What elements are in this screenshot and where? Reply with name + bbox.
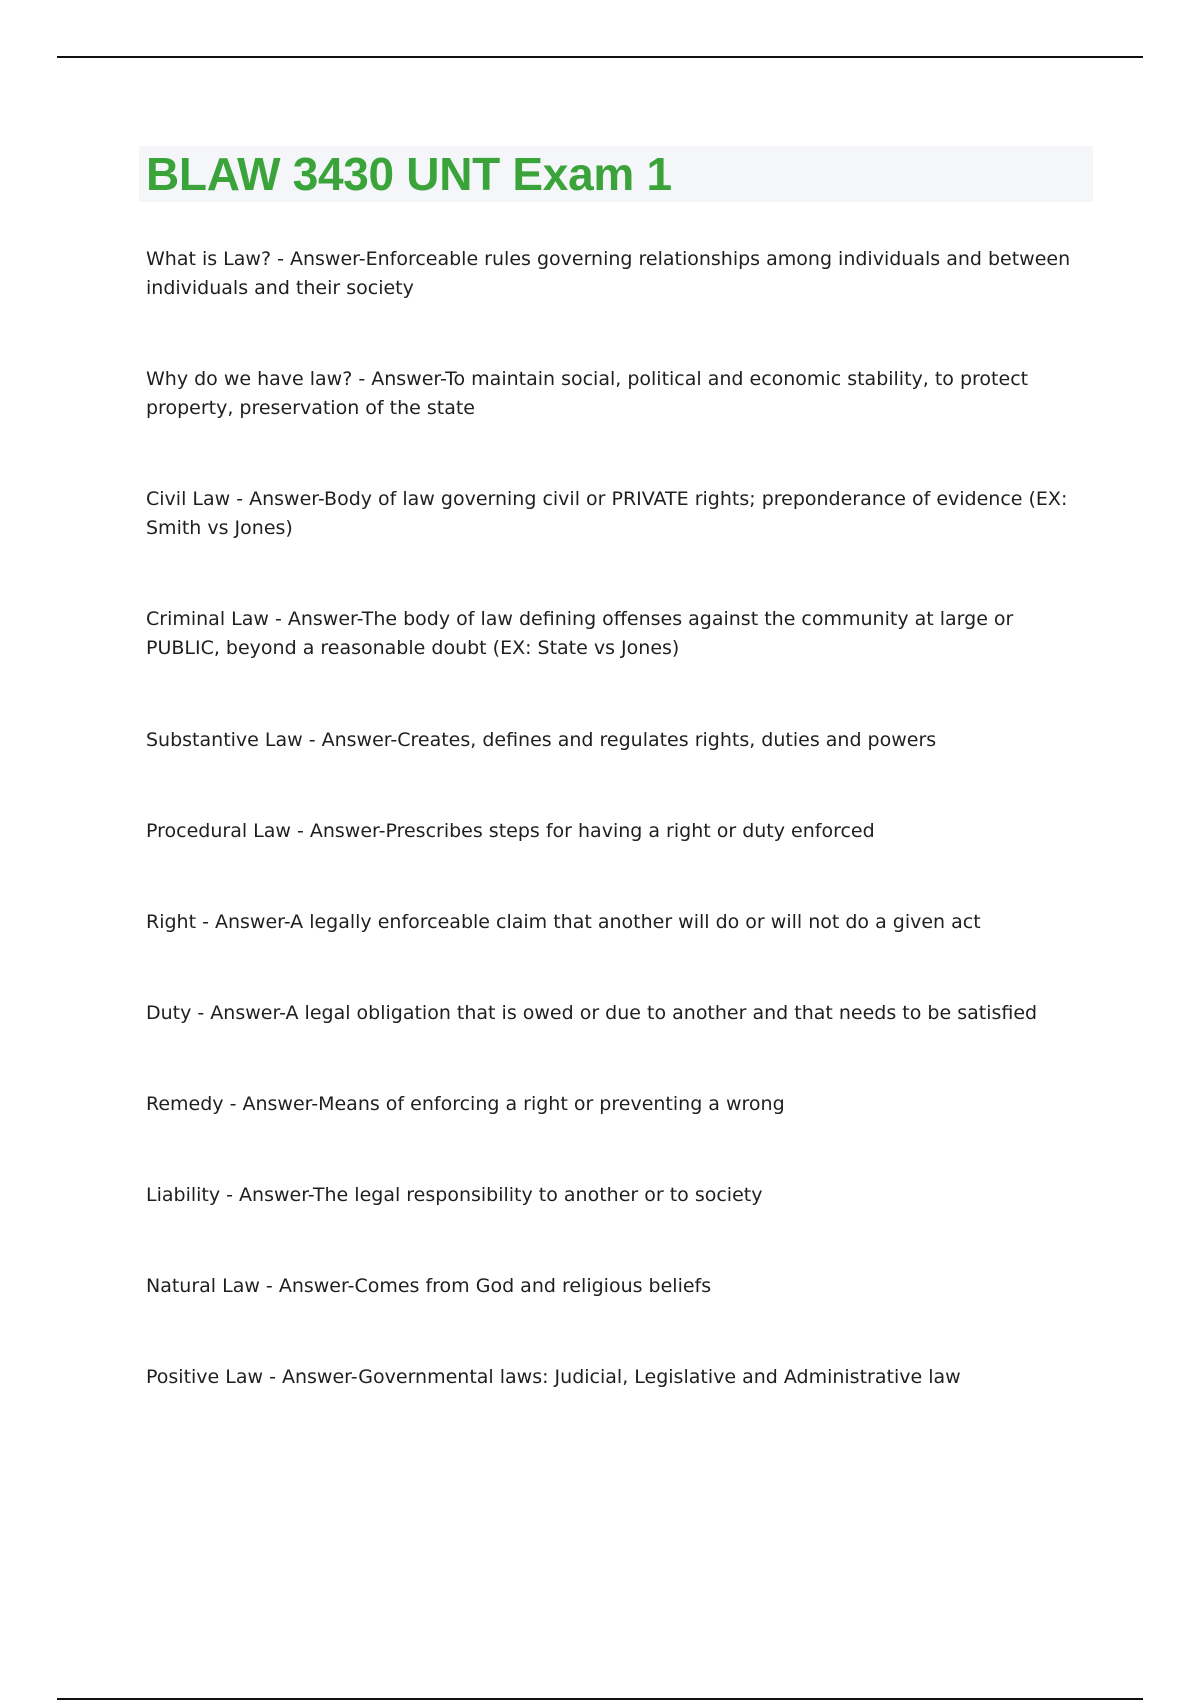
qa-entry-why-law: Why do we have law? - Answer-To maintain social, political and economic stability, to protect property, preservation of the state (146, 368, 1029, 419)
qa-entry-substantive-law: Substantive Law - Answer-Creates, defines and regulates rights, duties and powers (146, 729, 937, 751)
qa-entry-procedural-law: Procedural Law - Answer-Prescribes steps for having a right or duty enforced (146, 820, 875, 842)
qa-entry-remedy: Remedy - Answer-Means of enforcing a right or preventing a wrong (146, 1093, 785, 1115)
document-title: BLAW 3430 UNT Exam 1 (146, 148, 672, 200)
qa-entry-natural-law: Natural Law - Answer-Comes from God and religious beliefs (146, 1275, 712, 1297)
qa-entry-right: Right - Answer-A legally enforceable claim that another will do or will not do a given act (146, 911, 981, 933)
qa-entry-liability: Liability - Answer-The legal responsibility to another or to society (146, 1184, 763, 1206)
qa-entry-civil-law: Civil Law - Answer-Body of law governing civil or PRIVATE rights; preponderance of evidence (EX: Smith vs Jones) (146, 488, 1068, 539)
header-rule (57, 56, 1143, 58)
qa-entry-duty: Duty - Answer-A legal obligation that is owed or due to another and that needs to be satisfied (146, 1002, 1038, 1024)
qa-entry-criminal-law: Criminal Law - Answer-The body of law defining offenses against the community at large or PUBLIC, beyond a reasonable doubt (EX: State vs Jones) (146, 608, 1014, 659)
qa-entry-positive-law: Positive Law - Answer-Governmental laws: Judicial, Legislative and Administrative law (146, 1366, 961, 1388)
qa-entry-what-is-law: What is Law? - Answer-Enforceable rules governing relationships among individuals and between individuals and their society (146, 248, 1071, 299)
